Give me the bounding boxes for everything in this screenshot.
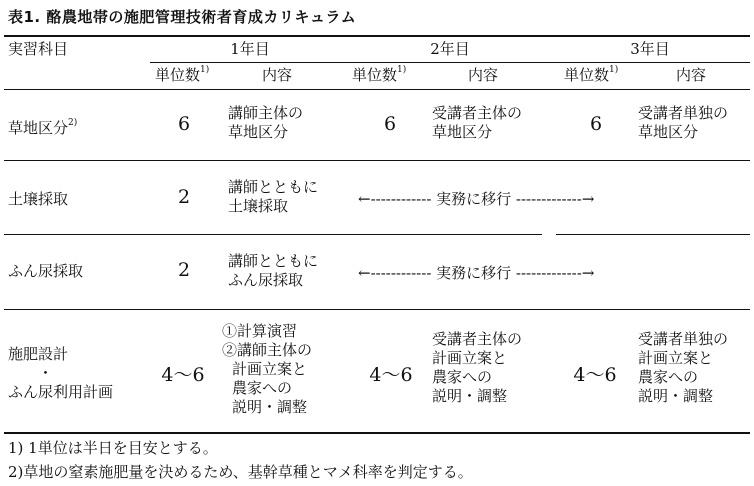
units-header-y2: 単位数$^{1)}$ [352, 65, 407, 84]
transition-arrow: ←------------ 実務に移行 -------------→ [358, 264, 595, 282]
content-cell: 講師主体の 草地区分 [228, 104, 304, 141]
footnote: 1) 1単位は半日を目安とする。 [8, 439, 218, 457]
row-divider [4, 160, 750, 161]
units-cell: 6 [177, 113, 191, 135]
content-header-y1: 内容 [262, 66, 293, 84]
year-3-header: 3年目 [630, 40, 670, 58]
row-divider [4, 309, 750, 310]
bottom-rule [4, 432, 750, 434]
header-rule [4, 89, 750, 90]
subject-cell: 土壌採取 [8, 190, 69, 208]
content-cell: 受講者単独の 草地区分 [638, 104, 729, 141]
subject-header: 実習科目 [8, 40, 69, 58]
top-rule [4, 35, 750, 37]
transition-arrow: ←------------ 実務に移行 -------------→ [358, 190, 595, 208]
units-cell: 6 [589, 113, 603, 135]
subject-cell: ふん尿採取 [8, 262, 84, 280]
row-divider [556, 234, 750, 235]
subject-cell: 草地区分$^{2)}$ [8, 118, 78, 137]
year-underline [150, 62, 750, 63]
units-cell: 4〜6 [573, 364, 617, 386]
units-cell: 4〜6 [369, 364, 413, 386]
table-title: 表1. 酪農地帯の施肥管理技術者育成カリキュラム [8, 8, 357, 26]
units-header-y1: 単位数$^{1)}$ [155, 65, 210, 84]
content-cell: 受講者単独の 計画立案と 農家への 説明・調整 [638, 330, 729, 405]
units-cell: 2 [177, 186, 191, 208]
year-2-header: 2年目 [430, 40, 470, 58]
year-1-header: 1年目 [230, 40, 270, 58]
content-header-y2: 内容 [468, 66, 499, 84]
content-cell: 講師とともに ふん尿採取 [228, 252, 319, 289]
units-cell: 4〜6 [161, 364, 205, 386]
content-cell: 受講者主体の 計画立案と 農家への 説明・調整 [432, 330, 523, 405]
units-cell: 2 [177, 259, 191, 281]
content-cell: ①計算演習 ②講師主体の 計画立案と 農家への 説明・調整 [222, 322, 313, 416]
content-cell: 受講者主体の 草地区分 [432, 104, 523, 141]
units-header-y3: 単位数$^{1)}$ [564, 65, 619, 84]
subject-cell: 施肥設計 ・ ふん尿利用計画 [8, 345, 114, 401]
content-cell: 講師とともに 土壌採取 [228, 178, 319, 215]
units-cell: 6 [383, 113, 397, 135]
row-divider [4, 234, 542, 235]
content-header-y3: 内容 [676, 66, 707, 84]
footnote: 2)草地の窒素施肥量を決めるため、基幹草種とマメ科率を判定する。 [8, 463, 473, 481]
